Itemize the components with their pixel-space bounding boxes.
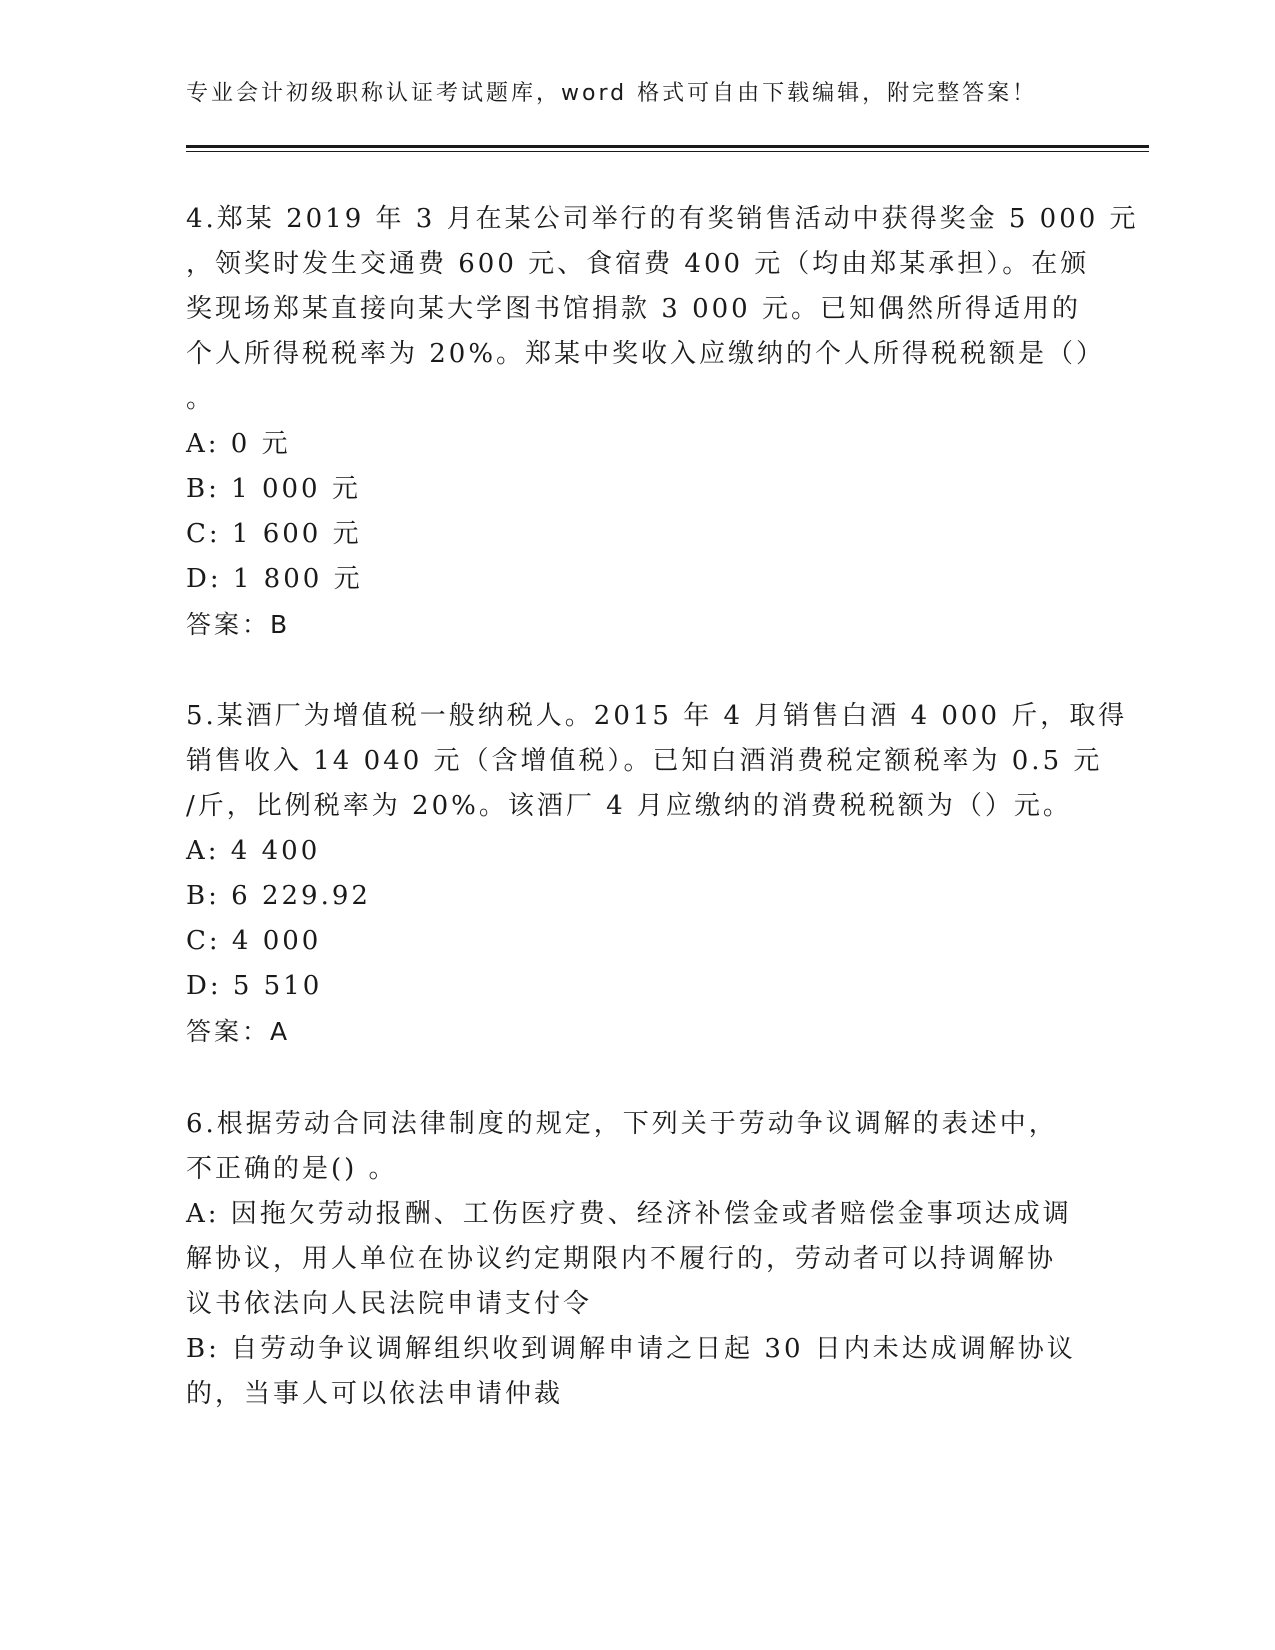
option-a-line: 议书依法向人民法院申请支付令	[186, 1289, 593, 1319]
question-text-line: 奖现场郑某直接向某大学图书馆捐款 3 000 元。已知偶然所得适用的	[186, 294, 1081, 324]
question-text-line: 5.某酒厂为增值税一般纳税人。2015 年 4 月销售白酒 4 000 斤，取得	[186, 701, 1128, 731]
option-d: D: 1 800 元	[186, 564, 363, 594]
option-a-line: 解协议，用人单位在协议约定期限内不履行的，劳动者可以持调解协	[186, 1244, 1057, 1274]
question-text-line: 4.郑某 2019 年 3 月在某公司举行的有奖销售活动中获得奖金 5 000 元	[186, 204, 1139, 234]
question-text-line: 不正确的是() 。	[186, 1154, 398, 1184]
question-4	[186, 197, 1139, 647]
option-a: A: 4 400	[186, 836, 321, 866]
page-header: 专业会计初级职称认证考试题库，word 格式可自由下载编辑，附完整答案！	[186, 81, 1038, 106]
question-text-line: 。	[186, 384, 216, 414]
question-text-line: 6.根据劳动合同法律制度的规定，下列关于劳动争议调解的表述中，	[186, 1109, 1058, 1139]
option-b-line: 的，当事人可以依法申请仲裁	[186, 1379, 564, 1409]
option-a-line: A: 因拖欠劳动报酬、工伤医疗费、经济补偿金或者赔偿金事项达成调	[186, 1199, 1072, 1229]
option-a: A: 0 元	[186, 429, 291, 459]
option-b: B: 1 000 元	[186, 474, 361, 504]
header-rule-thin	[186, 151, 1149, 152]
answer: 答案：B	[186, 610, 291, 639]
answer: 答案：A	[186, 1017, 291, 1046]
header-rule-thick	[186, 145, 1149, 148]
option-c: C: 4 000	[186, 926, 322, 956]
question-5	[186, 694, 1128, 1054]
question-text-line: ，领奖时发生交通费 600 元、食宿费 400 元（均由郑某承担）。在颁	[186, 249, 1090, 279]
question-6	[186, 1102, 1076, 1417]
question-text-line: 销售收入 14 040 元（含增值税）。已知白酒消费税定额税率为 0.5 元	[186, 746, 1103, 776]
option-d: D: 5 510	[186, 971, 323, 1001]
question-text-line: 个人所得税税率为 20%。郑某中奖收入应缴纳的个人所得税税额是（）	[186, 339, 1106, 369]
option-b: B: 6 229.92	[186, 881, 371, 911]
option-c: C: 1 600 元	[186, 519, 362, 549]
option-b-line: B: 自劳动争议调解组织收到调解申请之日起 30 日内未达成调解协议	[186, 1334, 1076, 1364]
question-text-line: /斤，比例税率为 20%。该酒厂 4 月应缴纳的消费税税额为（）元。	[186, 791, 1072, 821]
